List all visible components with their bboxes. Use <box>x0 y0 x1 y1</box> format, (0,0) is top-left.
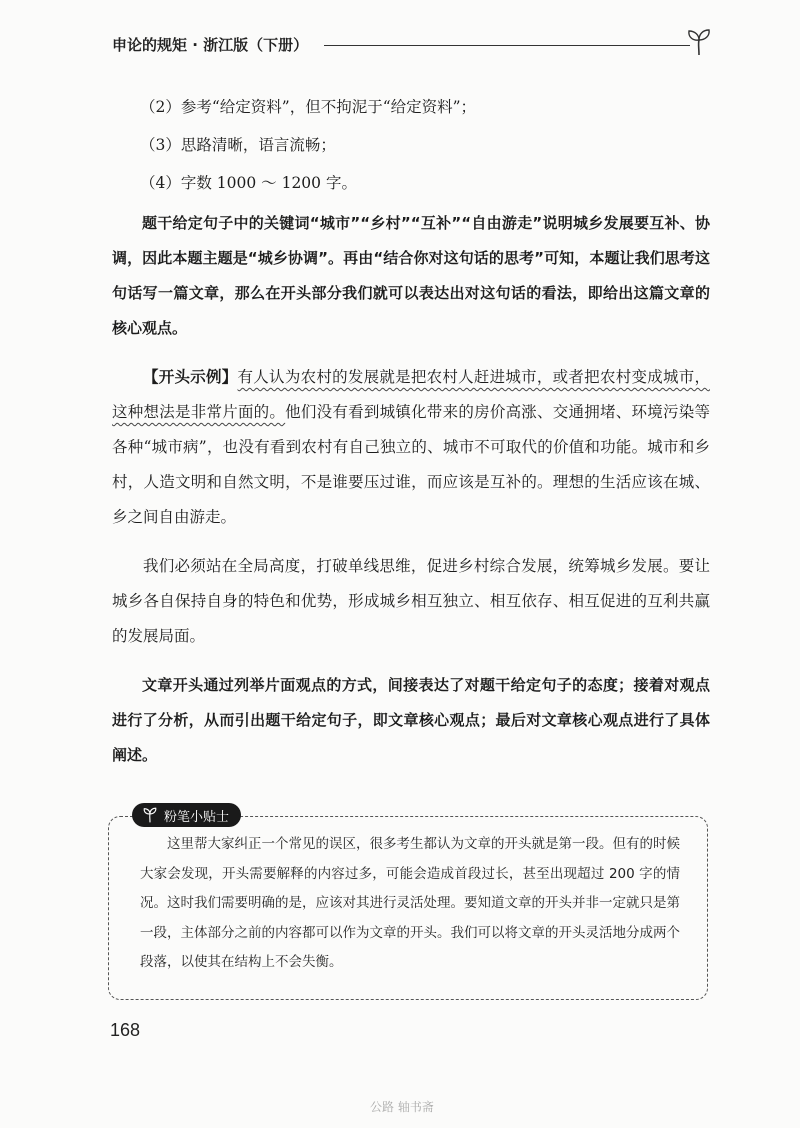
running-header <box>112 28 712 58</box>
page-body <box>112 88 710 773</box>
underlined-sentence: 有人认为农村的发展就是把农村人赶进城市，或者把农村变成城市，这种想法是非常片面的。 <box>112 368 710 421</box>
requirement-item: （3）思路清晰，语言流畅； <box>140 136 336 154</box>
sprout-icon <box>142 807 158 823</box>
tip-label <box>132 803 241 827</box>
header-title: 申论的规矩 · 浙江版（下册） <box>112 36 309 54</box>
tip-text: 这里帮大家纠正一个常见的误区，很多考生都认为文章的开头就是第一段。但有的时候大家会发现，开头需要解释的内容过多，可能会造成首段过长，甚至出现超过 200 字的情况。这时我们需要明确的是，应该对其进行灵活处理。要知道文章的开头并非一定就只是第一段，主体部分之前的内容都可以作为文章的开头。我们可以将文章的开头灵活地分成两个段落，以使其在结构上不会失衡。 <box>140 836 680 970</box>
analysis-paragraph-2: 文章开头通过列举片面观点的方式，间接表达了对题干给定句子的态度；接着对观点进行了分析，从而引出题干给定句子，即文章核心观点；最后对文章核心观点进行了具体阐述。 <box>112 676 710 764</box>
example-label: 【开头示例】 <box>143 368 238 386</box>
header-rule <box>324 45 690 46</box>
example-body: 他们没有看到城镇化带来的房价高涨、交通拥堵、环境污染等各种“城市病”，也没有看到农村有自己独立的、城市不可取代的价值和功能。城市和乡村，人造文明和自然文明，不是谁要压过谁，而应该是互补的。理想的生活应该在城、乡之间自由游走。 <box>112 403 710 526</box>
page-number: 168 <box>110 1020 141 1040</box>
tip-label-text: 粉笔小贴士 <box>164 809 230 825</box>
footer-stamp: 公路 轴书斋 <box>370 1100 434 1114</box>
sprout-icon <box>686 28 712 56</box>
analysis-paragraph: 题干给定句子中的关键词“城市”“乡村”“互补”“自由游走”说明城乡发展要互补、协调，因此本题主题是“城乡协调”。再由“结合你对这句话的思考”可知，本题让我们思考这句话写一篇文章，那么在开头部分我们就可以表达出对这句话的看法，即给出这篇文章的核心观点。 <box>112 214 710 337</box>
requirement-item: （2）参考“给定资料”，但不拘泥于“给定资料”； <box>140 98 477 116</box>
requirement-item: （4）字数 1000 ～ 1200 字。 <box>140 174 357 192</box>
example-paragraph <box>112 360 710 535</box>
example-paragraph-2: 我们必须站在全局高度，打破单线思维，促进乡村综合发展，统筹城乡发展。要让城乡各自保持自身的特色和优势，形成城乡相互独立、相互依存、相互促进的互利共赢的发展局面。 <box>112 557 710 645</box>
